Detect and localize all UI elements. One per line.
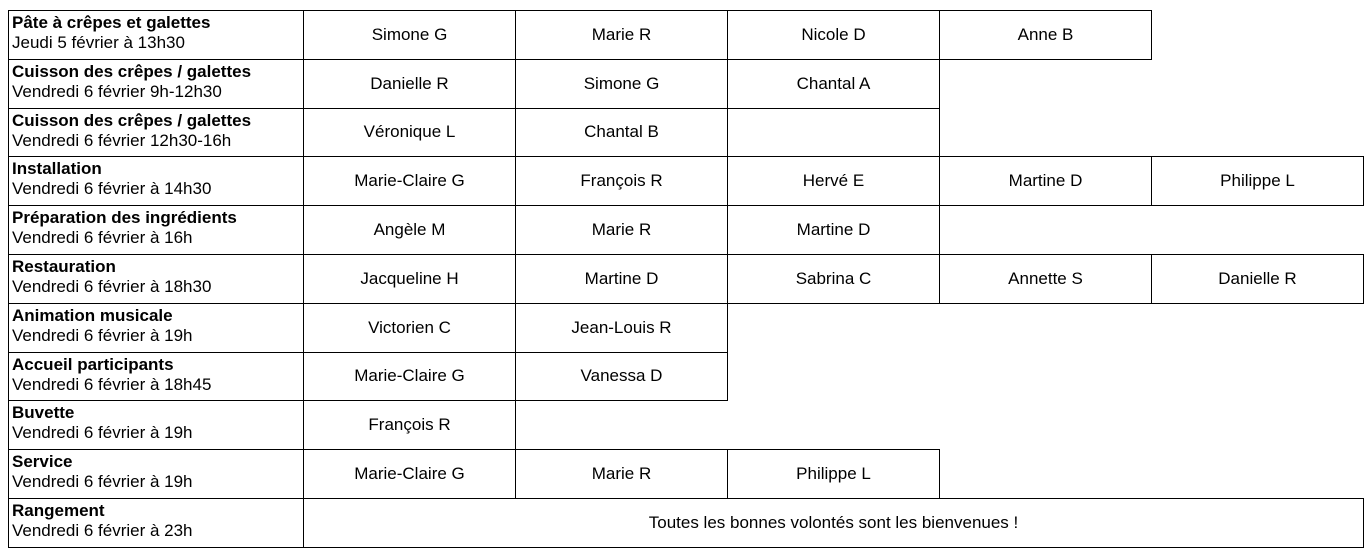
task-date: Vendredi 6 février 9h-12h30: [12, 81, 222, 101]
task-title: Cuisson des crêpes / galettes: [12, 61, 252, 81]
task-cell: [8, 10, 304, 60]
merged-note-cell: Toutes les bonnes volontés sont les bienvenues !: [303, 498, 1364, 548]
volunteer-cell: Chantal B: [515, 108, 728, 158]
volunteer-cell: Danielle R: [303, 59, 516, 109]
task-title: Buvette: [12, 403, 75, 423]
volunteer-cell: Martine D: [939, 156, 1152, 206]
volunteer-cell: Vanessa D: [515, 352, 728, 402]
task-date: Vendredi 6 février à 19h: [12, 325, 193, 345]
volunteer-cell: Angèle M: [303, 205, 516, 255]
task-date: Vendredi 6 février à 14h30: [12, 179, 212, 199]
volunteer-cell: Danielle R: [1151, 254, 1364, 304]
volunteer-cell: Nicole D: [727, 10, 940, 60]
volunteer-cell: Hervé E: [727, 156, 940, 206]
task-title: Préparation des ingrédients: [12, 208, 237, 228]
task-cell: [8, 205, 304, 255]
volunteer-cell: Sabrina C: [727, 254, 940, 304]
task-cell: [8, 59, 304, 109]
volunteer-cell: Marie-Claire G: [303, 156, 516, 206]
task-title: Cuisson des crêpes / galettes: [12, 110, 252, 130]
task-cell: [8, 498, 304, 548]
task-title: Rangement: [12, 501, 105, 520]
task-title: Animation musicale: [12, 305, 173, 325]
task-title: Restauration: [12, 257, 116, 276]
volunteer-cell: Marie R: [515, 10, 728, 60]
task-cell: [8, 400, 304, 450]
volunteer-cell: Marie R: [515, 205, 728, 255]
volunteer-cell: [727, 108, 940, 158]
task-cell: [8, 254, 304, 304]
volunteer-cell: Philippe L: [1151, 156, 1364, 206]
task-date: Jeudi 5 février à 13h30: [12, 33, 185, 52]
volunteer-cell: Véronique L: [303, 108, 516, 158]
task-date: Vendredi 6 février à 18h30: [12, 277, 212, 296]
task-title: Pâte à crêpes et galettes: [12, 13, 211, 32]
task-title: Service: [12, 452, 73, 472]
task-cell: [8, 156, 304, 206]
task-date: Vendredi 6 février à 19h: [12, 472, 193, 492]
volunteer-cell: Jacqueline H: [303, 254, 516, 304]
volunteer-cell: François R: [515, 156, 728, 206]
task-date: Vendredi 6 février à 16h: [12, 228, 193, 248]
volunteer-cell: Martine D: [727, 205, 940, 255]
task-cell: [8, 449, 304, 499]
volunteer-cell: Anne B: [939, 10, 1152, 60]
volunteer-cell: Victorien C: [303, 303, 516, 353]
volunteer-cell: Martine D: [515, 254, 728, 304]
task-date: Vendredi 6 février 12h30-16h: [12, 130, 232, 150]
task-cell: [8, 352, 304, 402]
volunteer-cell: Simone G: [303, 10, 516, 60]
volunteer-cell: Marie-Claire G: [303, 352, 516, 402]
volunteer-cell: Marie R: [515, 449, 728, 499]
volunteer-cell: Jean-Louis R: [515, 303, 728, 353]
task-title: Installation: [12, 159, 102, 179]
volunteer-cell: Chantal A: [727, 59, 940, 109]
task-cell: [8, 303, 304, 353]
task-date: Vendredi 6 février à 19h: [12, 423, 193, 443]
volunteer-cell: Marie-Claire G: [303, 449, 516, 499]
volunteer-cell: François R: [303, 400, 516, 450]
task-title: Accueil participants: [12, 354, 174, 374]
volunteer-cell: Annette S: [939, 254, 1152, 304]
task-cell: [8, 108, 304, 158]
volunteer-cell: Philippe L: [727, 449, 940, 499]
task-date: Vendredi 6 février à 23h: [12, 521, 193, 540]
task-date: Vendredi 6 février à 18h45: [12, 374, 212, 394]
volunteer-cell: Simone G: [515, 59, 728, 109]
